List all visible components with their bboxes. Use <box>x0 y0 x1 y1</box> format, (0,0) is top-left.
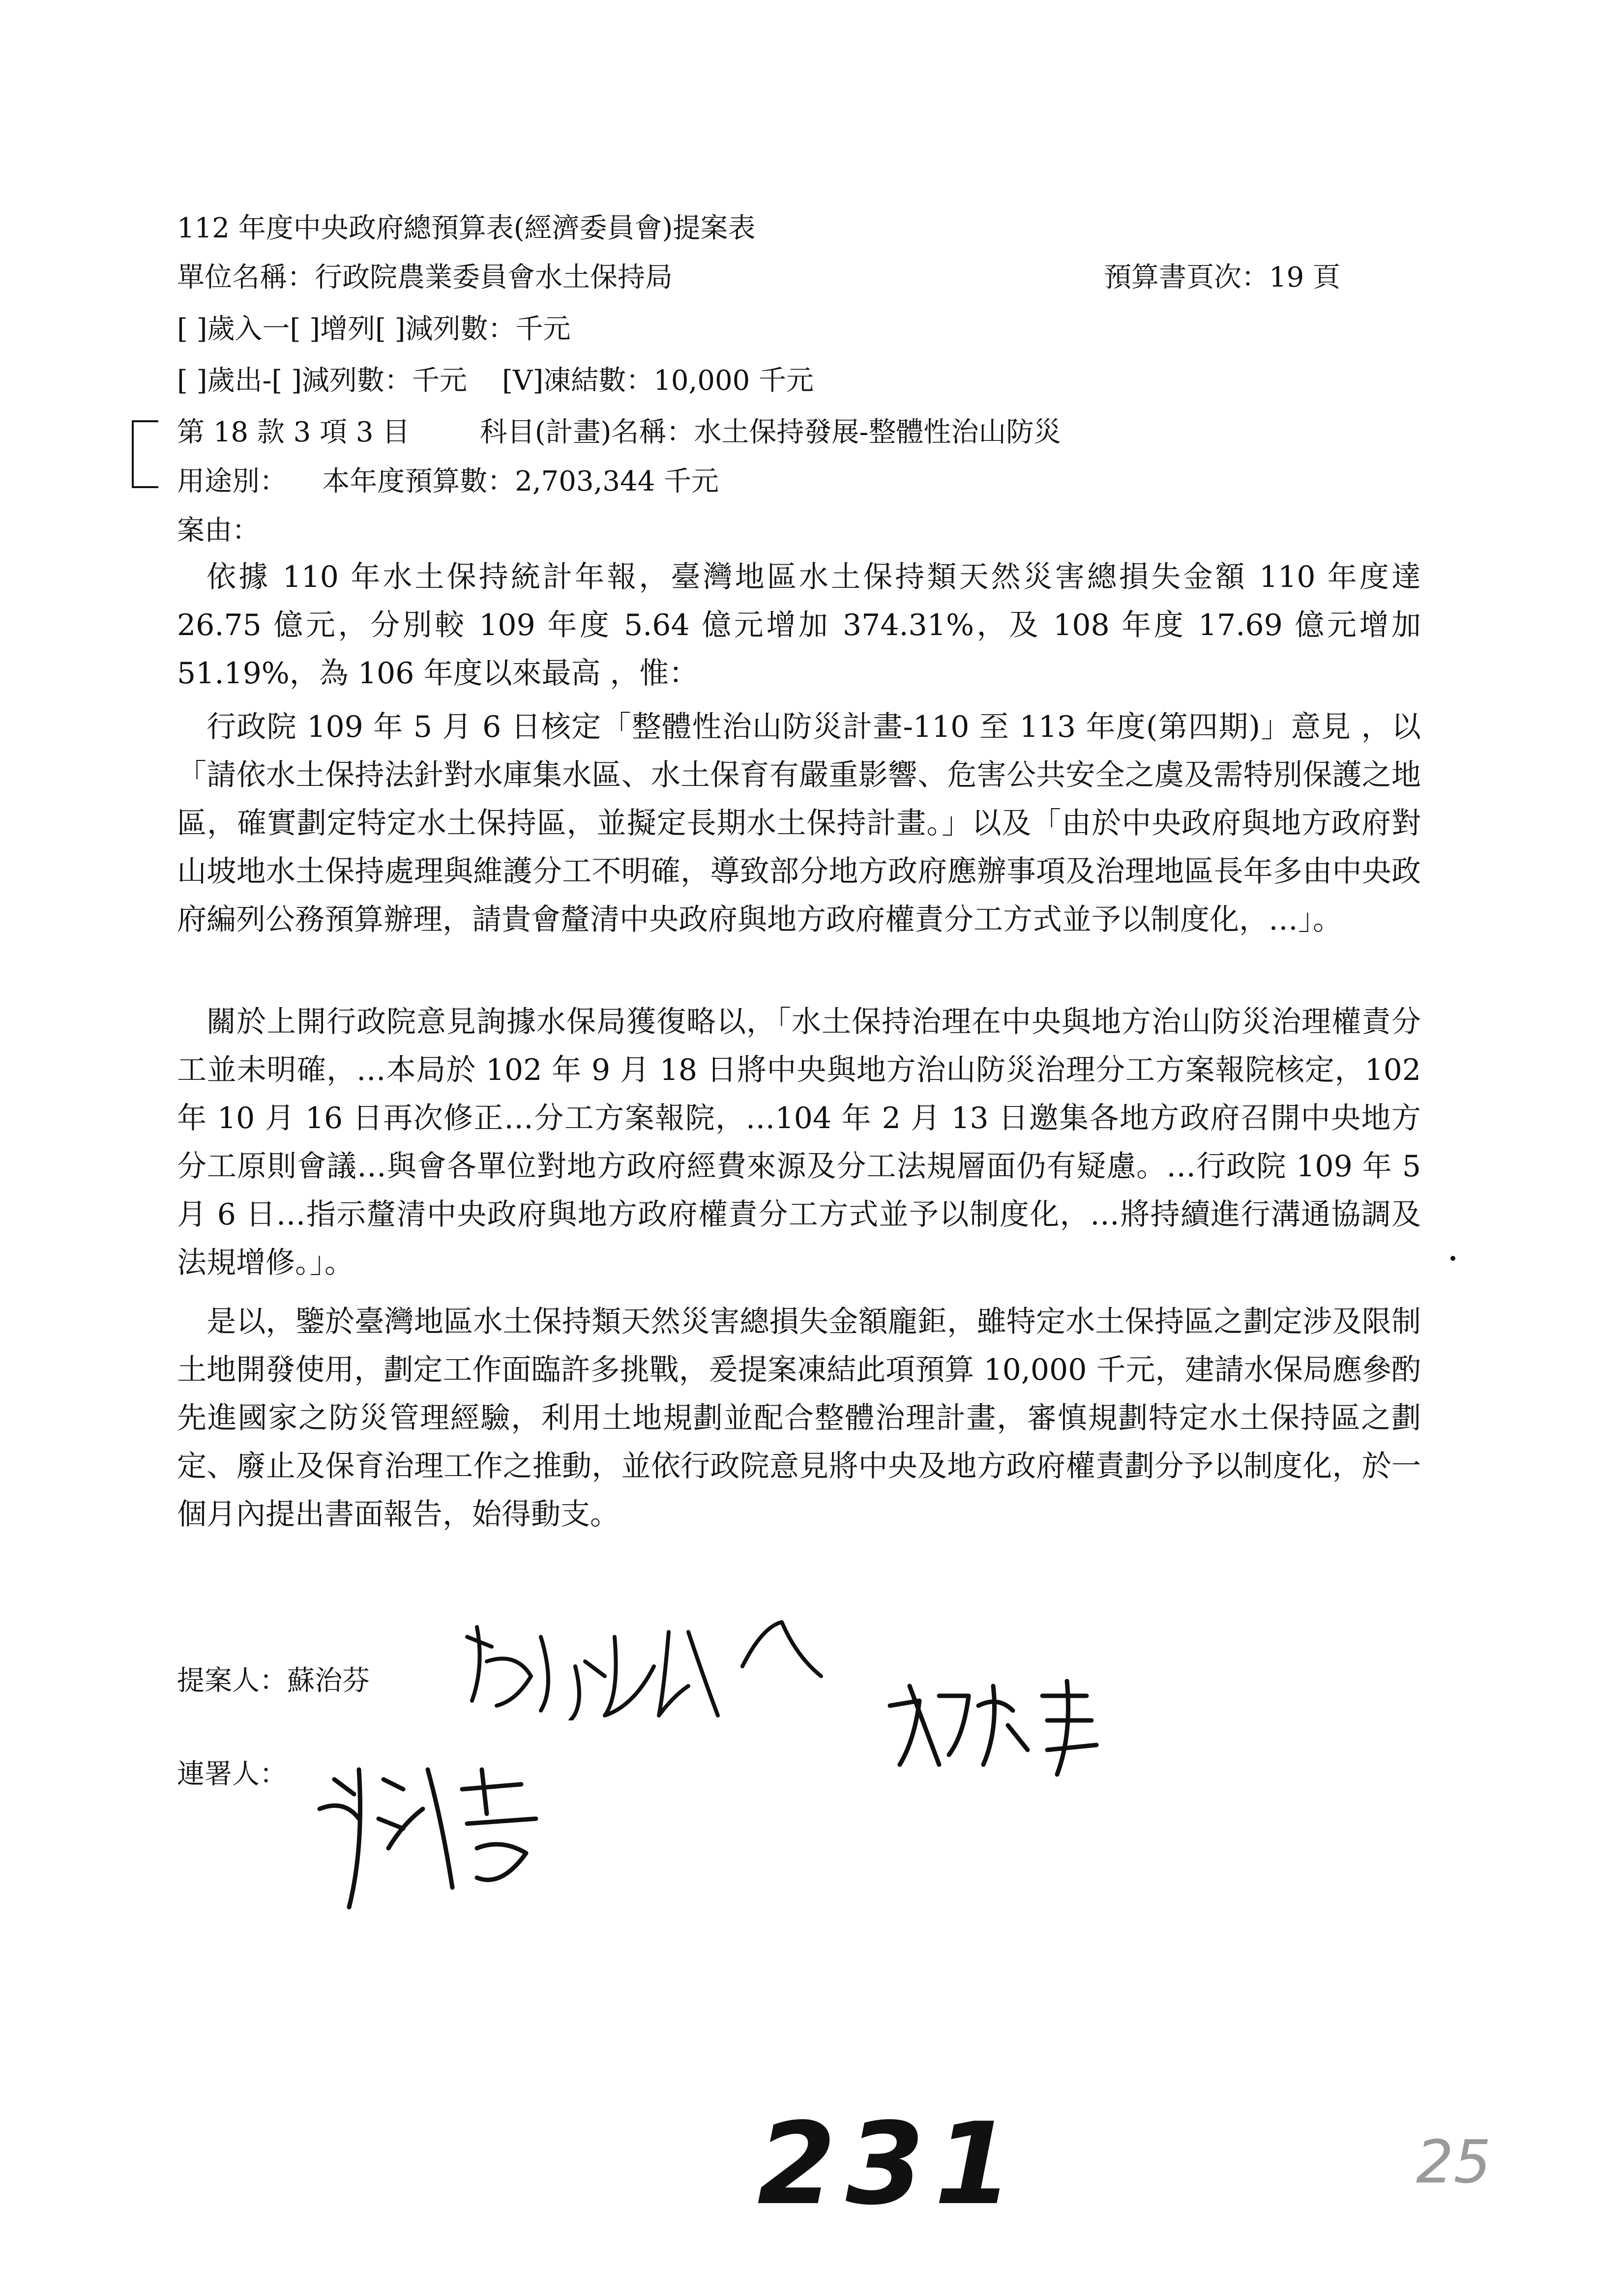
paragraph-bureau-reply: 關於上開行政院意見詢據水保局獲復略以，「水土保持治理在中央與地方治山防災治理權責分工並未明確，…本局於 102 年 9 月 18 日將中央與地方治山防災治理分工方案報院核定，102 年 10 月 16 日再次修正…分工方案報院，…104 年 2 月 13 日邀集各地方政府召開中央地方分工原則會議…與會各單位對地方政府經費來源及分工法規層面仍有疑慮。…行政院 109 年 5 月 6 日…指示釐清中央政府與地方政府權責分工方式並予以制度化，…將持續進行溝通協調及法規增修。」。 <box>177 1005 1421 1280</box>
paragraph-resolution: 是以，鑒於臺灣地區水土保持類天然災害總損失金額龐鉅，雖特定水土保持區之劃定涉及限制土地開發使用，劃定工作面臨許多挑戰，爰提案凍結此項預算 10,000 千元，建請水保局應參酌先進國家之防災管理經驗，利用土地規劃並配合整體治理計畫，審慎規劃特定水土保持區之劃定、廢止及保育治理工作之推動，並依行政院意見將中央及地方政府權責劃分予以制度化，於一個月內提出書面報告，始得動支。 <box>177 1305 1421 1532</box>
usage-line: 用途別： 本年度預算數：2,703,344 千元 <box>177 465 719 497</box>
pencil-page-mark: 25 <box>1416 2128 1491 2197</box>
stray-mark <box>1450 1256 1455 1261</box>
page-number: 231 <box>757 2099 1023 2230</box>
proposer-label: 提案人：蘇治芬 <box>177 1665 370 1697</box>
paragraph-executive-yuan-opinion: 行政院 109 年 5 月 6 日核定「整體性治山防災計畫-110 至 113 年度(第四期)」意見 ，以「請依水土保持法針對水庫集水區、水土保育有嚴重影響、危害公共安全之虞及需特別保護之地區，確實劃定特定水土保持區，並擬定長期水土保持計畫。」以及「由於中央政府與地方政府對山坡地水土保持處理與維護分工不明確，導致部分地方政府應辦事項及治理地區長年多由中央政府編列公務預算辦理，請貴會釐清中央政府與地方政府權責分工方式並予以制度化，…」。 <box>177 710 1421 937</box>
cosigner-label: 連署人： <box>177 1758 287 1790</box>
expense-line: [ ]歲出-[ ]減列數：千元 [V]凍結數：10,000 千元 <box>177 365 814 397</box>
proposer-signature <box>457 1607 841 1720</box>
item-bracket <box>132 420 158 488</box>
reason-label: 案由： <box>177 515 260 547</box>
cosigner-signature-2 <box>880 1666 1106 1779</box>
cosigner-signature-1 <box>305 1750 580 1917</box>
budget-page-reference: 預算書頁次：19 頁 <box>1104 262 1341 293</box>
revenue-line: [ ]歲入一[ ]增列[ ]減列數：千元 <box>177 313 571 345</box>
unit-name: 單位名稱：行政院農業委員會水土保持局 <box>177 262 673 293</box>
item-line: 第 18 款 3 項 3 目 科目(計畫)名稱：水土保持發展-整體性治山防災 <box>177 416 1062 448</box>
paragraph-statistics: 依據 110 年水土保持統計年報，臺灣地區水土保持類天然災害總損失金額 110 年度達 26.75 億元，分別較 109 年度 5.64 億元增加 374.31%，及 108 年度 17.69 億元增加 51.19%，為 106 年度以來最高 ，惟： <box>177 560 1421 691</box>
form-title: 112 年度中央政府總預算表(經濟委員會)提案表 <box>177 212 756 244</box>
